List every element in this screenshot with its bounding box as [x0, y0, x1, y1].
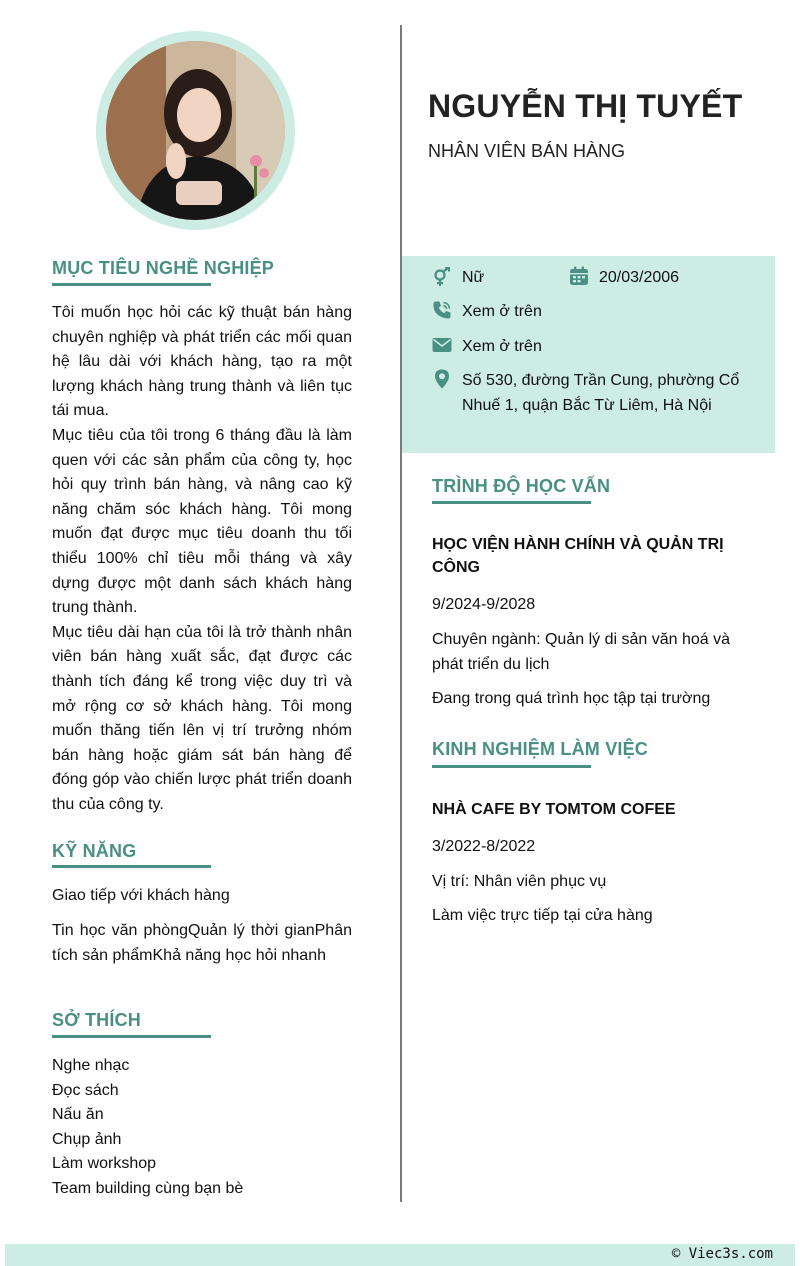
- education-major: Chuyên ngành: Quản lý di sản văn hoá và phát triển du lịch: [432, 631, 730, 673]
- skills-title: KỸ NĂNG: [52, 841, 137, 861]
- job-title: NHÂN VIÊN BÁN HÀNG: [428, 141, 626, 161]
- gender-icon: [432, 267, 452, 287]
- company-name: NHÀ CAFE BY TOMTOM COFEE: [432, 801, 676, 818]
- hobby-item: Làm workshop: [52, 1155, 157, 1173]
- hobby-item: Đọc sách: [52, 1081, 119, 1099]
- skills-underline: [52, 865, 211, 868]
- hobbies-title: SỞ THÍCH: [52, 1010, 141, 1030]
- contact-panel: [402, 256, 775, 453]
- email-icon: [432, 335, 452, 355]
- hobbies-list: [52, 1054, 352, 1202]
- experience-title: KINH NGHIỆM LÀM VIỆC: [432, 739, 649, 759]
- hobbies-underline: [52, 1035, 211, 1038]
- avatar-photo: [106, 41, 285, 220]
- hobby-item: Nấu ăn: [52, 1106, 104, 1124]
- location-icon: [432, 369, 452, 389]
- objective-title: MỤC TIÊU NGHỀ NGHIỆP: [52, 258, 275, 278]
- skill-item: Tin học văn phòngQuản lý thời gianPhân tích sản phẩmKhả năng học hỏi nhanh: [52, 922, 352, 964]
- skill-item: Giao tiếp với khách hàng: [52, 887, 230, 904]
- objective-paragraph: Mục tiêu của tôi trong 6 tháng đầu là làm quen với các sản phẩm của công ty, học hỏi quy trình bán hàng, và nâng cao kỹ năng chăm sóc khách hàng. Tôi mong muốn đạt được mục tiêu doanh thu tối thiểu 100% chỉ tiêu mỗi tháng và xây dựng được một danh sách khách hàng trung thành.: [52, 426, 352, 617]
- footer-bar: [5, 1244, 795, 1266]
- avatar-frame: [96, 31, 295, 230]
- gender-value: Nữ: [462, 269, 485, 286]
- objective-underline: [52, 283, 211, 286]
- column-divider: [400, 25, 402, 1202]
- school-name: HỌC VIỆN HÀNH CHÍNH VÀ QUẢN TRỊ CÔNG: [432, 536, 724, 576]
- experience-description: Làm việc trực tiếp tại cửa hàng: [432, 907, 653, 924]
- education-title: TRÌNH ĐỘ HỌC VẤN: [432, 476, 611, 496]
- address-value: Số 530, đường Trần Cung, phường Cổ Nhuế 1, quận Bắc Từ Liêm, Hà Nội: [462, 372, 740, 414]
- avatar: [106, 41, 285, 220]
- objective-paragraph: Mục tiêu dài hạn của tôi là trở thành nhân viên bán hàng xuất sắc, đạt được các thành tích đáng kể trong việc duy trì và mở rộng cơ sở khách hàng. Tôi mong muốn thăng tiến lên vị trí trưởng nhóm bán hàng hoặc giám sát bán hàng để đóng góp vào chiến lược phát triển doanh thu của công ty.: [52, 623, 352, 813]
- education-underline: [432, 501, 591, 504]
- hobby-item: Team building cùng bạn bè: [52, 1179, 244, 1197]
- experience-position: Vị trí: Nhân viên phục vụ: [432, 873, 607, 890]
- calendar-icon: [569, 266, 589, 286]
- email-value: Xem ở trên: [462, 338, 542, 355]
- hobby-item: Nghe nhạc: [52, 1057, 130, 1074]
- education-period: 9/2024-9/2028: [432, 596, 536, 613]
- birthday-value: 20/03/2006: [599, 269, 680, 286]
- phone-value: Xem ở trên: [462, 303, 542, 320]
- footer-copyright: © Viec3s.com: [671, 1246, 773, 1262]
- candidate-name: NGUYỄN THỊ TUYẾT: [428, 88, 743, 124]
- experience-period: 3/2022-8/2022: [432, 838, 536, 855]
- education-status: Đang trong quá trình học tập tại trường: [432, 690, 711, 707]
- experience-underline: [432, 765, 591, 768]
- objective-paragraph: Tôi muốn học hỏi các kỹ thuật bán hàng chuyên nghiệp và phát triển các mối quan hệ lâu dài với khách hàng, tạo ra một lượng khách hàng trung thành và liên tục tái mua.: [52, 304, 352, 420]
- objective-body: [52, 301, 352, 817]
- phone-icon: [432, 300, 452, 320]
- hobby-item: Chụp ảnh: [52, 1130, 122, 1148]
